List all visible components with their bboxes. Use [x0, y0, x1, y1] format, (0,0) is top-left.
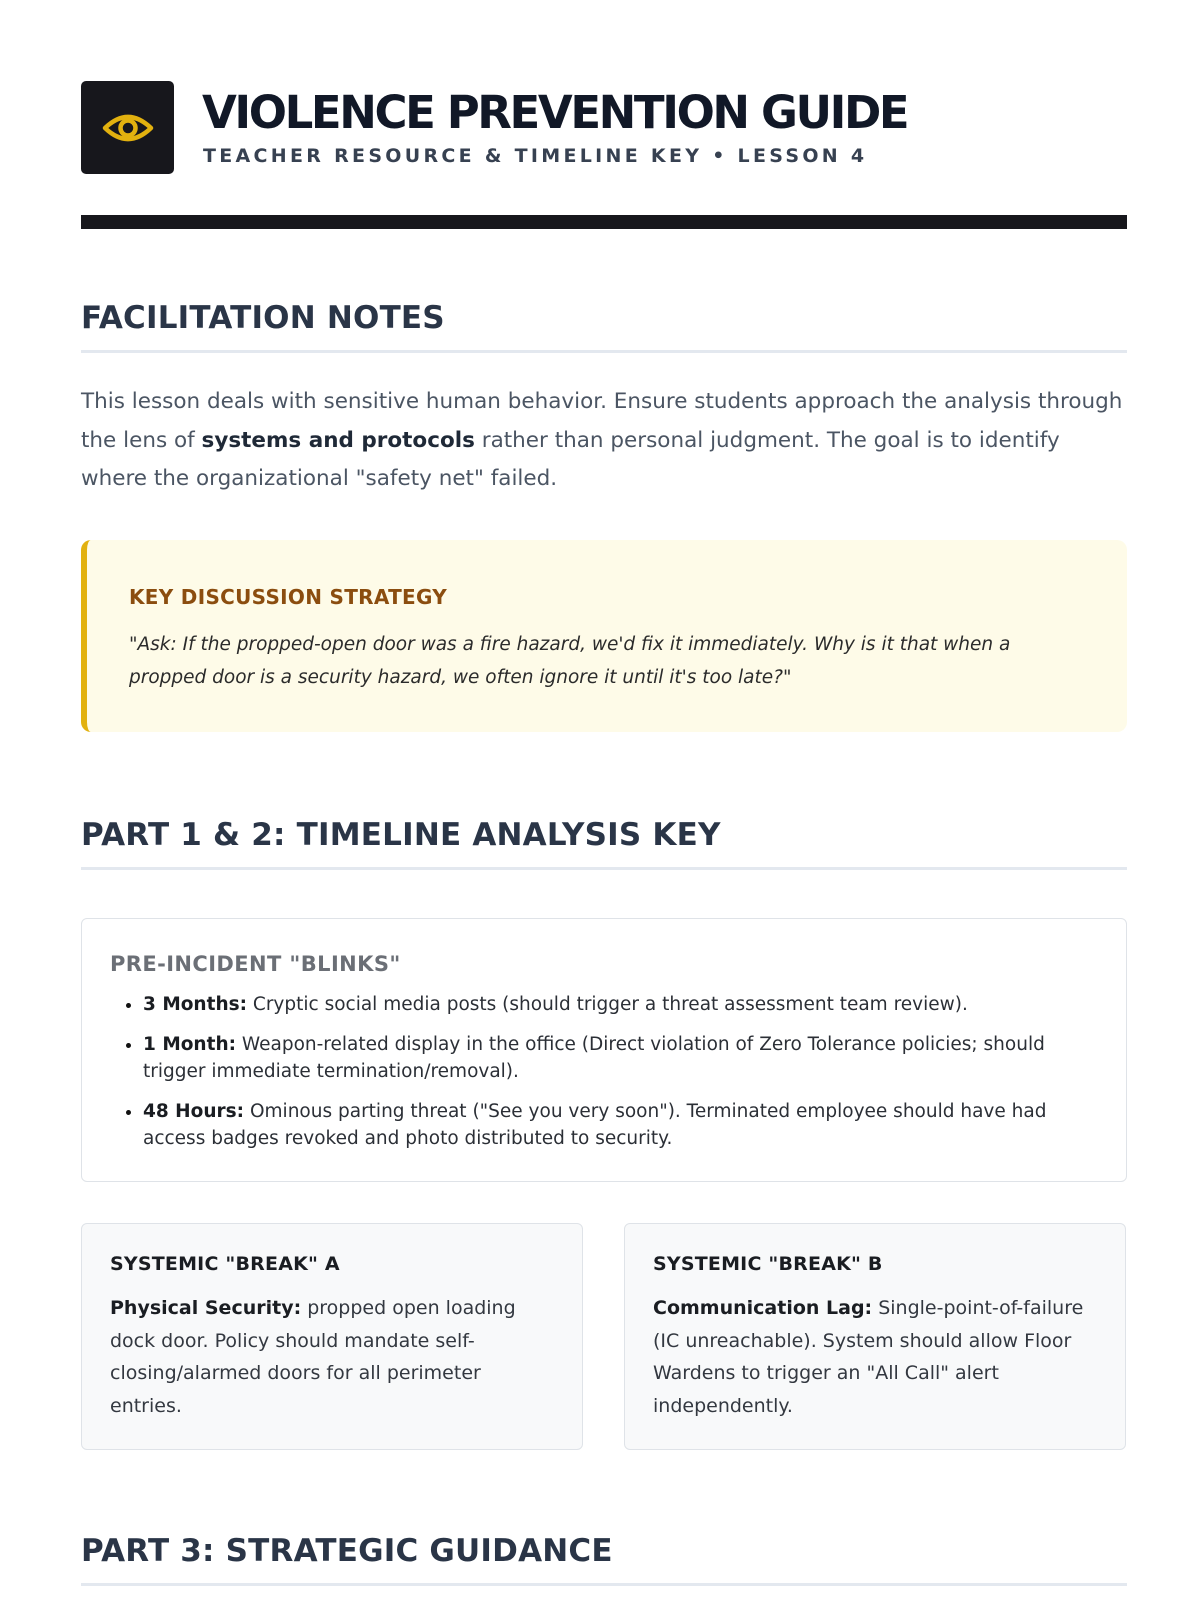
- intro-paragraph: [81, 383, 1127, 499]
- break-a-title: SYSTEMIC "BREAK" A: [110, 1253, 340, 1275]
- list-item: [143, 1098, 1098, 1152]
- list-item-label: 3 Months:: [143, 994, 248, 1015]
- discussion-strategy-callout: [81, 540, 1127, 732]
- eye-icon: [102, 108, 154, 148]
- document-subtitle: TEACHER RESOURCE & TIMELINE KEY • LESSON 4: [203, 145, 868, 167]
- list-item: [143, 991, 1098, 1018]
- section-heading-timeline: PART 1 & 2: TIMELINE ANALYSIS KEY: [81, 815, 1127, 870]
- systemic-break-b-card: [624, 1223, 1126, 1450]
- systemic-break-a-card: [81, 1223, 583, 1450]
- list-item-text: Cryptic social media posts (should trigger a threat assessment team review).: [247, 994, 968, 1015]
- list-item-label: 48 Hours:: [143, 1101, 245, 1122]
- break-b-body: [653, 1292, 1097, 1422]
- intro-text-1: This lesson deals with sensitive human behavior. Ensure students approach the analysis through the lens of: [81, 389, 1123, 453]
- document-title: VIOLENCE PREVENTION GUIDE: [202, 86, 908, 139]
- blinks-title: PRE-INCIDENT "BLINKS": [110, 952, 401, 976]
- break-a-label: Physical Security:: [110, 1297, 302, 1319]
- break-b-text: Single-point-of-failure (IC unreachable). System should allow Floor Wardens to trigger an "All Call" alert independently.: [653, 1297, 1084, 1417]
- section-heading-strategic: PART 3: STRATEGIC GUIDANCE: [81, 1531, 1127, 1586]
- header-divider: [81, 215, 1127, 229]
- list-item-text: Weapon-related display in the office (Direct violation of Zero Tolerance policies; should trigger immediate termination/removal).: [143, 1034, 1045, 1082]
- section-heading-facilitation: FACILITATION NOTES: [81, 298, 1127, 353]
- break-b-label: Communication Lag:: [653, 1297, 873, 1319]
- list-item: [143, 1031, 1098, 1085]
- pre-incident-blinks-card: [81, 918, 1127, 1182]
- intro-text-2: rather than personal judgment. The goal is to identify where the organizational "safety net" failed.: [81, 427, 1060, 491]
- break-a-text: propped open loading dock door. Policy should mandate self-closing/alarmed doors for all perimeter entries.: [110, 1297, 516, 1417]
- list-item-text: Ominous parting threat ("See you very soon"). Terminated employee should have had access badges revoked and photo distributed to security.: [143, 1101, 1047, 1149]
- blinks-list: [110, 991, 1098, 1152]
- logo-badge: [81, 81, 174, 174]
- document-header: [81, 81, 1127, 229]
- callout-quote: "Ask: If the propped-open door was a fire hazard, we'd fix it immediately. Why is it that when a propped door is a security hazard, we often ignore it until it's too late?": [129, 634, 1011, 688]
- list-item-label: 1 Month:: [143, 1034, 237, 1055]
- break-b-title: SYSTEMIC "BREAK" B: [653, 1253, 883, 1275]
- callout-title: KEY DISCUSSION STRATEGY: [129, 585, 448, 609]
- intro-emphasis: systems and protocols: [201, 427, 475, 453]
- break-a-body: [110, 1292, 554, 1422]
